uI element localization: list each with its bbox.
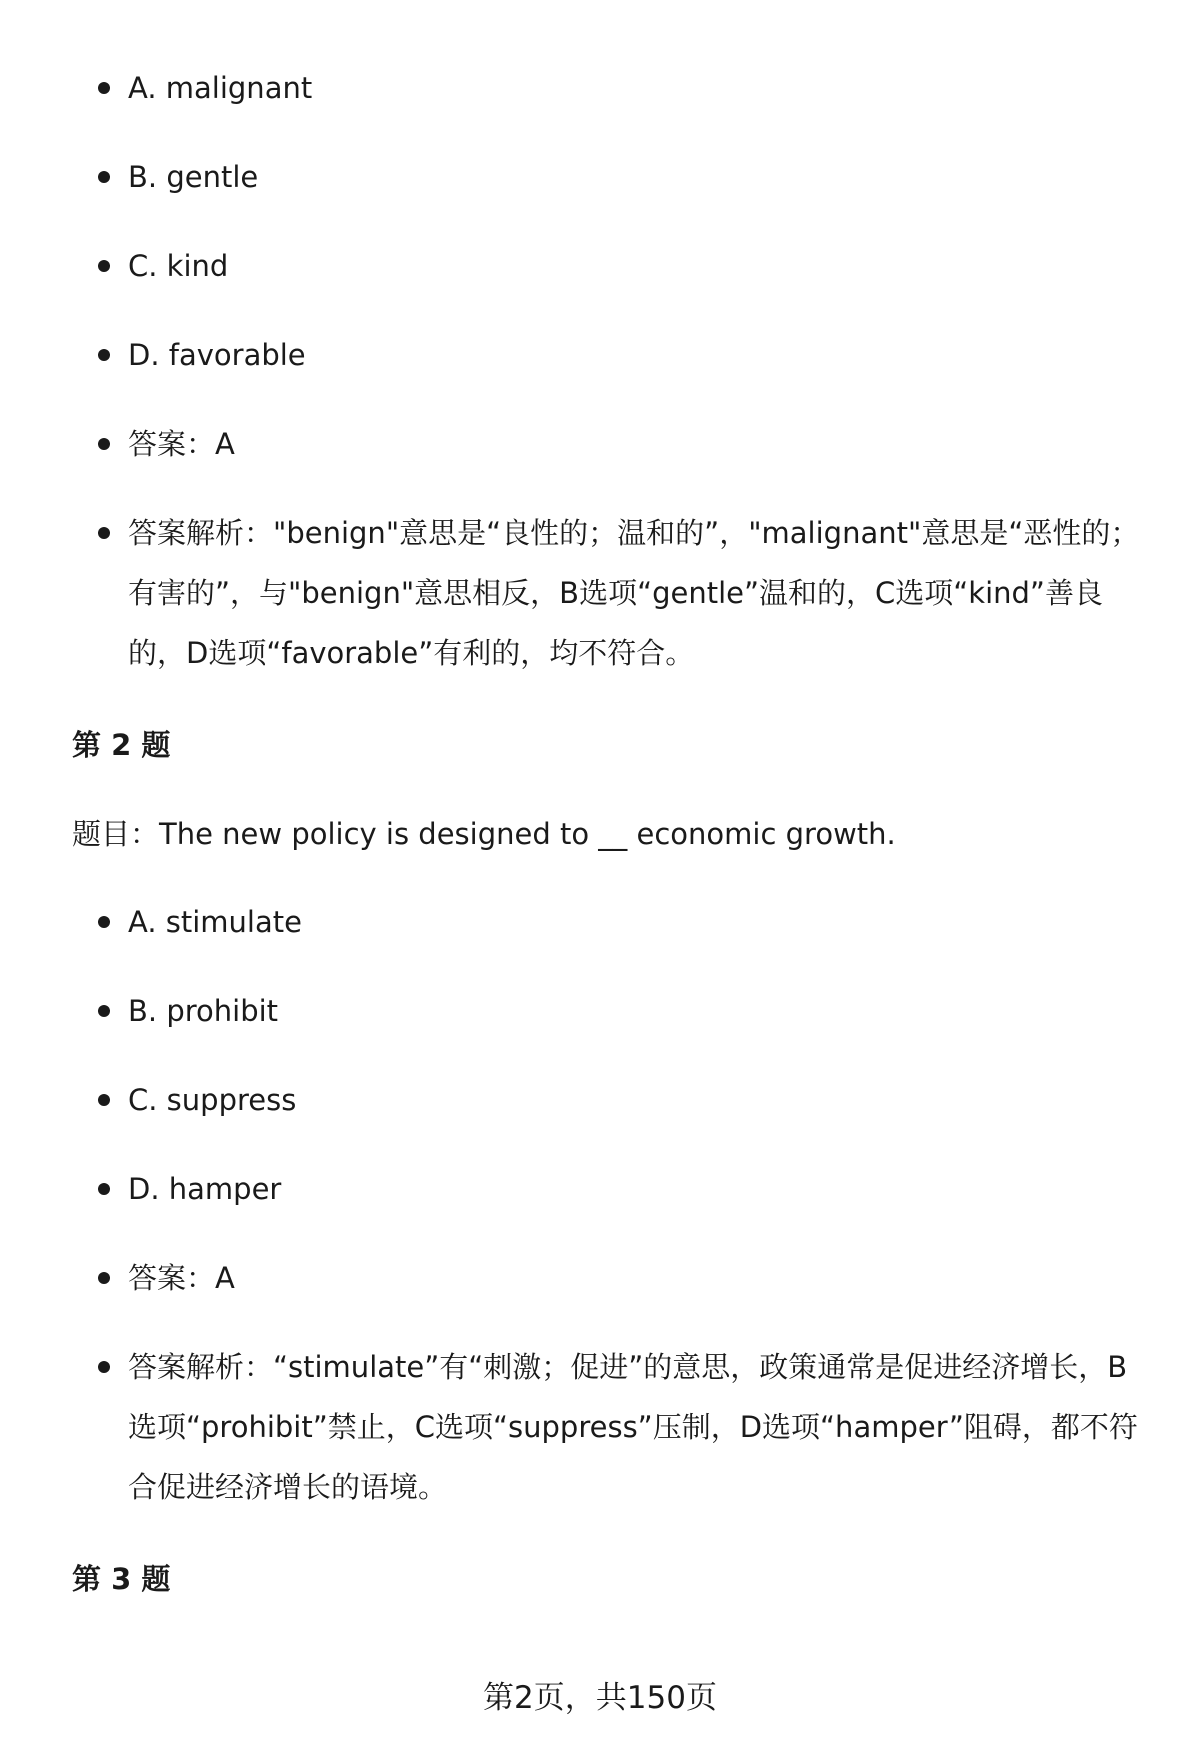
bullet-icon [98,916,110,928]
option-text: C. kind [128,249,229,283]
question-2-stem: 题目：The new policy is designed to __ economic growth. [72,817,896,851]
bullet-icon [98,82,110,94]
question-3-heading: 第 3 题 [72,1562,171,1596]
explanation-text: 答案解析："benign"意思是“良性的；温和的”，"malignant"意思是“恶性的；有害的”，与"benign"意思相反，B选项“gentle”温和的，C选项“kind”善良的，D选项“favorable”有利的，均不符合。 [128,516,1140,670]
question-1-answer [0,422,1200,466]
bullet-icon [98,1094,110,1106]
question-1-option-b [0,155,1200,199]
bullet-icon [98,171,110,183]
question-1-option-c [0,244,1200,288]
question-2-answer [0,1256,1200,1300]
answer-text: 答案：A [128,427,235,461]
option-text: B. gentle [128,160,259,194]
option-text: A. stimulate [128,905,302,939]
question-1-list [0,66,1200,728]
bullet-icon [98,1005,110,1017]
question-1-explanation [0,503,1148,683]
question-1-option-a [0,66,1200,110]
bullet-icon [98,1183,110,1195]
page-number: 第2页，共150页 [483,1680,717,1716]
explanation-text: 答案解析：“stimulate”有“刺激；促进”的意思，政策通常是促进经济增长，B选项“prohibit”禁止，C选项“suppress”压制，D选项“hamper”阻碍，都不符合促进经济增长的语境。 [128,1350,1138,1504]
answer-text: 答案：A [128,1261,235,1295]
question-2-heading: 第 2 题 [72,728,171,762]
option-text: D. hamper [128,1172,282,1206]
question-2-option-a [0,900,1200,944]
bullet-icon [98,1361,110,1373]
question-2-explanation [0,1337,1148,1517]
question-2-list [0,900,1200,1562]
bullet-icon [98,438,110,450]
bullet-icon [98,1272,110,1284]
option-text: C. suppress [128,1083,297,1117]
bullet-icon [98,349,110,361]
bullet-icon [98,527,110,539]
question-2-option-c [0,1078,1200,1122]
question-2-option-d [0,1167,1200,1211]
question-2-option-b [0,989,1200,1033]
question-1-option-d [0,333,1200,377]
option-text: B. prohibit [128,994,279,1028]
option-text: D. favorable [128,338,306,372]
bullet-icon [98,260,110,272]
option-text: A. malignant [128,71,313,105]
